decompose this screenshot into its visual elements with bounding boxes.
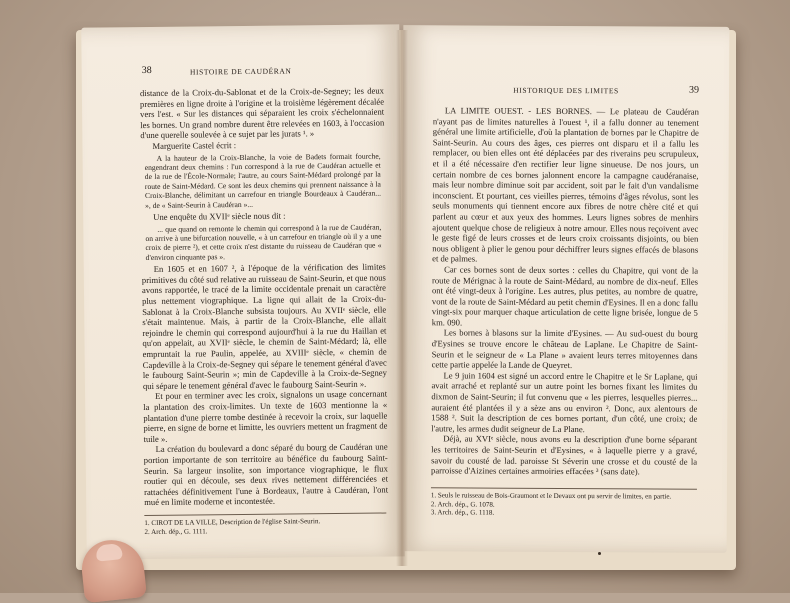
left-paragraph: La création du boulevard a donc séparé du bourg de Caudéran une portion importante de son territoire au bénéfice du faubourg Saint-Seurin. Sa largeur insolite, son importance viographique, le flux routier qui en découle, ses deux rives nettement différenciées et rattachées définitivement l'une à Bordeaux, l'autre à Caudéran, l'ont mué en limite moderne et incontestée. <box>143 441 389 508</box>
footnote: 2. Arch. dép., G. 1111. <box>144 526 208 536</box>
left-paragraph: Une enquête du XVIIᵉ siècle nous dit : <box>153 210 286 222</box>
left-paragraph: Et pour en terminer avec les croix, signalons un usage concernant la plantation des croix-limites. Un texte de 1603 mentionne la « plantation d'une pierre tombe destinée à recevoir la croix, sur laquelle pierre, en signe de borne et limitte, les ouvriers mettent un fragment de tuile ». <box>143 388 388 444</box>
right-page-text <box>431 105 699 477</box>
right-paragraph: Les bornes à blasons sur la limite d'Eysines. — Au sud-ouest du bourg d'Eysines se trouve encore le château de Laplane. Le Chapitre de Saint-Seurin et le seigneur de « La Plane » avaient leurs terres mitoyennes dans cette partie appelée la Lande de Queyret. <box>431 327 698 371</box>
right-running-head: HISTORIQUE DES LIMITES <box>513 85 619 96</box>
left-page-number: 38 <box>141 64 152 77</box>
right-page <box>401 25 730 553</box>
right-paragraph: Le 9 juin 1604 est signé un accord entre le Chapitre et le Sr Laplane, qui avait arraché et replanté sur un autre point les bornes fixant les limites du dixmon de Saint-Seurin; il fut convenu que « les pierres, lesquelles pierres... auraient été plantées il y a sèze ans ou environ ². Donc, aux alentours de 1588 ². Suit la description de ces bornes portant, d'un côté, une croix; de l'autre, les armes dudit seigneur de La Plane. <box>431 370 698 434</box>
right-paragraph: Déjà, au XVIᵉ siècle, nous avons eu la description d'une borne séparant les territoires de Saint-Seurin et d'Eysines, « à laquelle pierre y a gravé, savoir du cousté de lad. paroisse St Séverin une crosse et du cousté de la parroisse d'Aizines certaines armoiries effacées ³ (sans date). <box>431 433 698 477</box>
left-page-text <box>140 83 388 508</box>
left-quote: A la hauteur de la Croix-Blanche, la voie de Badets formait fourche, engendrant deux chemins : l'un correspond à la rue de Caudéran actuelle et de la rue de l'École-Normale; l'autre, au cours Saint-Médard prolongé par la route de Saint-Médard. Ce sont les deux chemins qui prennent naissance à la Croix-Blanche, délimitant un carrefour en triangle Bourdeaux à Caudéran... », de « Saint-Seurin à Caudéran »... <box>144 151 382 210</box>
right-paragraph: LA LIMITE OUEST. - LES BORNES. — Le plateau de Caudéran n'ayant pas de limites naturelles à l'ouest ¹, il a fallu donner au tenement général une limite artificielle, d'où la plantation de bornes par le Chapitre de Saint-Seurin. Au cours des âges, ces pierres ont disparu et il a fallu les remplacer, ou bien elles ont été déplacées par des riverains peu scrupuleux, et il a été nécessaire d'en rectifier leur ligne sinueuse. De nos jours, un certain nombre de ces bornes jalonnent encore la campagne caudéranaise, mais leur nombre diminue soit par accident, soit par le fait d'un vandalisme inconscient. Et pourtant, ces vieilles pierres, témoins d'âges révolus, sont les seuls monuments qui tiennent encore aux fibres de notre chère cité et qui parlent au cœur et aux yeux des hommes. Leurs lignes sobres de menhirs ajoutent quelque chose de religieux à notre amour. Elles nous reçoivent avec le geste figé de leurs crosses et de leurs croix croissants disjoints, ou bien nous obligent à plier le genou pour déchiffrer leurs signes effacés de blasons et de palmes. <box>432 105 699 264</box>
footnote: 1. Seuls le ruisseau de Bois-Graumont et le Devaux ont pu servir de limites, en partie. <box>430 491 672 501</box>
left-paragraph: En 1605 et en 1607 ², à l'époque de la vérification des limites primitives du côté sud relative au ruisseau de Saint-Seurin, et que nous avons rapportée, le tracé de la limite occidentale prenait un caractère plus nettement viographique. La ligne qui allait de la Croix-du-Sablonat à la Croix-Blanche subsista toujours. Au XVIIᵉ siècle, elle s'était maintenue. Mais, à partir de la Croix-Blanche, elle allait rejoindre le chemin qui correspond aujourd'hui à la rue du Haillan et qu'on appelait, au XVIIᵉ siècle, le chemin de Saint-Médard; là, elle empruntait la rue Paulin, appelée, au XVIIIᵉ siècle, « chemin de Capdeville à la Croix-de-Segney qui sépare le tenement général d'avec le faubourg Saint-Seurin »; min de Capdeville à la Croix-de-Segney qui sépare le tenement général d'avec le faubourg Saint-Seurin ». <box>141 261 387 391</box>
footnote: 1. CIROT DE LA VILLE, Description de l'église Saint-Seurin. <box>144 517 321 528</box>
footnote: 2. Arch. dép., G. 1078. <box>430 499 495 509</box>
left-paragraph: distance de la Croix-du-Sablonat et de la Croix-de-Segney; les deux premières en ligne droite à l'origine et la troisième légèrement décalée vers l'est. « Sur les distances qui séparaient les croix s'échelonnaient les bornes. Un grand nombre durent être relevées en 1603, à l'occasion d'une querelle soulevée à ce sujet par les jurats ¹. » <box>139 85 385 141</box>
book-gutter <box>396 30 408 566</box>
right-page-number: 39 <box>689 84 700 96</box>
footnote: 3. Arch. dép., G. 1118. <box>430 508 495 517</box>
left-running-head: HISTOIRE DE CAUDÉRAN <box>189 66 292 77</box>
left-paragraph: Marguerite Castel écrit : <box>152 140 237 151</box>
left-quote: ... que quand on remonte le chemin qui correspond à la rue de Caudéran, on arrive à une bifurcation nouvelle, « à un carrefour en triangle où il y a une croix de pierre ²), et cette croix n'est distante du ruisseau de Caudéran que « d'environ cinquante pas ». <box>145 222 382 262</box>
right-paragraph: Car ces bornes sont de deux sortes : celles du Chapitre, qui vont de la route de Mérignac à la route de Saint-Médard, au nombre de dix-neuf. Elles ont été vingt-deux à l'origine. Les autres, plus petites, au nombre de quatre, vont de la route de Saint-Médard au petit chemin d'Eysines. Il en a donc fallu vingt-six pour marquer chaque articulation de cette ligne brisée, longue de 5 km. 090. <box>431 264 699 328</box>
right-footnotes <box>431 487 697 518</box>
left-footnotes <box>144 513 386 537</box>
page-mark <box>598 552 601 555</box>
thumbnail <box>95 543 123 562</box>
left-page <box>81 24 405 559</box>
